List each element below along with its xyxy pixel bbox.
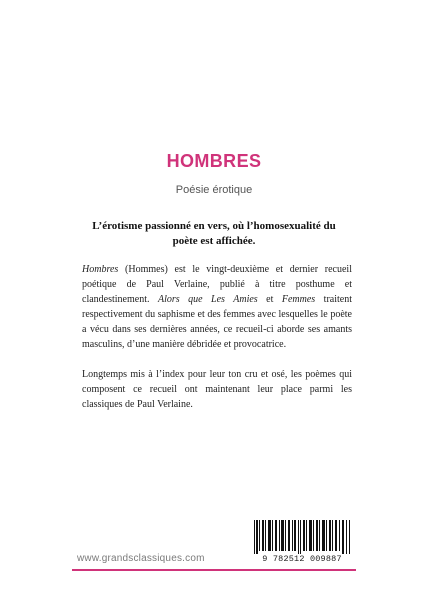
work-title-les-amies: Les Amies xyxy=(211,294,258,305)
footer-accent-line xyxy=(72,569,356,571)
publisher-website: www.grandsclassiques.com xyxy=(77,553,205,564)
paragraph-1-alors: Alors que xyxy=(157,294,212,305)
description-paragraph-1 xyxy=(82,262,352,352)
book-title: HOMBRES xyxy=(166,151,262,171)
book-subtitle: Poésie érotique xyxy=(175,184,253,196)
book-tagline: L’érotisme passionné en vers, où l’homosexualité du poète est affichée. xyxy=(92,220,336,247)
barcode-number: 9 782512 009887 xyxy=(262,554,342,564)
work-title-hombres: Hombres xyxy=(82,264,119,275)
work-title-femmes: Femmes xyxy=(281,294,316,305)
paragraph-1-text-b: traitent respectivement du saphisme et des femmes avec lesquelles le poète a vécu dans ses dernières années, ce recueil-ci aborde ses amants masculins, d’une manière débridée et provocatrice. xyxy=(82,294,353,350)
barcode-bars xyxy=(252,520,352,554)
description-paragraph-2: Longtemps mis à l’index pour leur ton cru et osé, les poèmes qui composent ce recueil ont maintenant leur place parmi les classiques de Paul Verlaine. xyxy=(82,369,352,410)
paragraph-1-et: et xyxy=(257,294,282,305)
isbn-barcode xyxy=(252,520,352,566)
paragraph-1-text-a: (Hommes) est le vingt-deuxième et dernier recueil poétique de Paul Verlaine, publié à titre posthume et clandestinement. xyxy=(82,264,352,305)
